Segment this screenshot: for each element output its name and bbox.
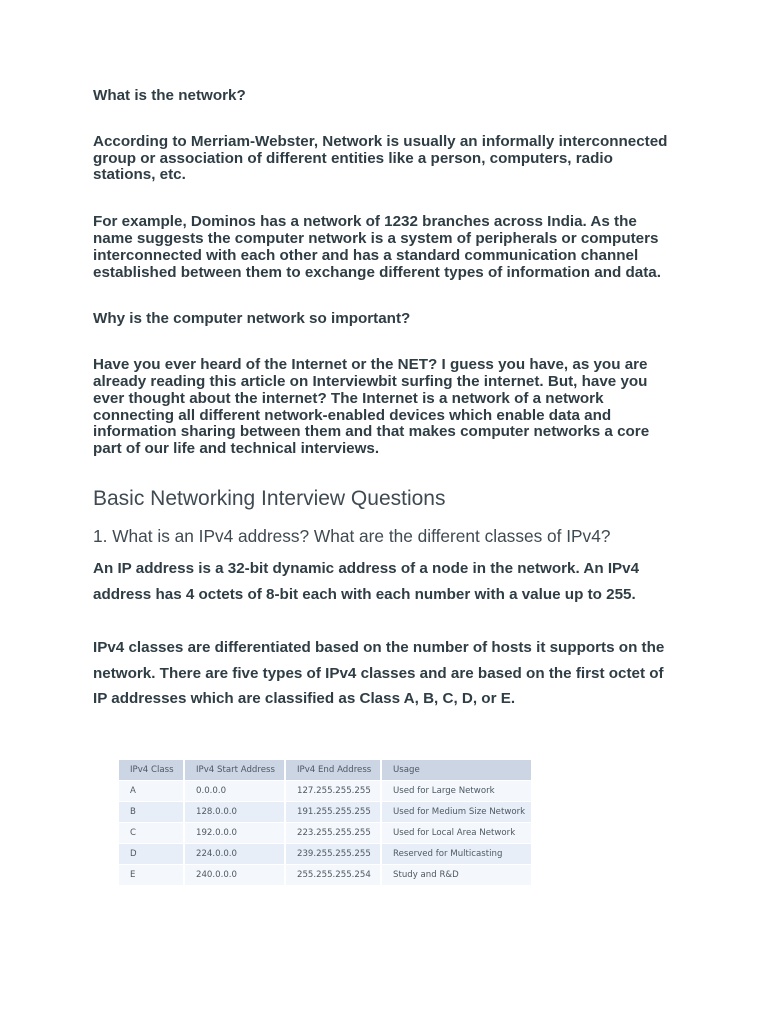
section-heading: Basic Networking Interview Questions	[93, 486, 446, 510]
cell-start-address: 128.0.0.0	[185, 802, 286, 823]
question-why-important: Why is the computer network so important?	[93, 310, 411, 328]
table-row	[119, 802, 531, 823]
cell-class: C	[119, 823, 185, 844]
answer-ipv4-paragraph-2: IPv4 classes are differentiated based on the number of hosts it supports on the network. There are five types of IPv4 classes and are based on the first octet of IP addresses which are classified as Class A, B, C, D, or E.	[93, 639, 665, 708]
cell-start-address: 192.0.0.0	[185, 823, 286, 844]
cell-class: B	[119, 802, 185, 823]
table-row	[119, 865, 531, 886]
header-usage: Usage	[382, 760, 531, 781]
cell-usage: Used for Large Network	[382, 781, 531, 802]
cell-usage: Study and R&D	[382, 865, 531, 886]
cell-end-address: 239.255.255.255	[286, 844, 382, 865]
cell-end-address: 127.255.255.255	[286, 781, 382, 802]
cell-usage: Used for Local Area Network	[382, 823, 531, 844]
cell-start-address: 240.0.0.0	[185, 865, 286, 886]
paragraph-internet: Have you ever heard of the Internet or the NET? I guess you have, as you are already reading this article on Interviewbit surfing the internet. But, have you ever thought about the internet? The Internet is a network of a network connecting all different network-enabled devices which enable data and information sharing between them and that makes computer networks a core part of our life and technical interviews.	[93, 356, 650, 458]
cell-class: A	[119, 781, 185, 802]
table-header-row	[119, 760, 531, 781]
cell-end-address: 255.255.255.254	[286, 865, 382, 886]
cell-end-address: 191.255.255.255	[286, 802, 382, 823]
paragraph-merriam-webster: According to Merriam-Webster, Network is usually an informally interconnected group or association of different entities like a person, computers, radio stations, etc.	[93, 132, 668, 184]
table-row	[119, 781, 531, 802]
ipv4-classes-table	[119, 760, 531, 886]
answer-ipv4-paragraph-1: An IP address is a 32-bit dynamic address of a node in the network. An IPv4 address has 4 octets of 8-bit each with each number with a value up to 255.	[93, 559, 640, 603]
document-body	[93, 88, 678, 712]
table-row	[119, 844, 531, 865]
cell-start-address: 224.0.0.0	[185, 844, 286, 865]
cell-class: E	[119, 865, 185, 886]
ipv4-classes-table-wrapper	[119, 760, 531, 886]
cell-start-address: 0.0.0.0	[185, 781, 286, 802]
header-ipv4-class: IPv4 Class	[119, 760, 185, 781]
cell-class: D	[119, 844, 185, 865]
question-what-is-network: What is the network?	[93, 87, 246, 104]
cell-usage: Used for Medium Size Network	[382, 802, 531, 823]
table-row	[119, 823, 531, 844]
cell-usage: Reserved for Multicasting	[382, 844, 531, 865]
header-start-address: IPv4 Start Address	[185, 760, 286, 781]
paragraph-dominos-example: For example, Dominos has a network of 1232 branches across India. As the name suggests the computer network is a system of peripherals or computers interconnected with each other and has a standard communication channel established between them to exchange different types of information and data.	[93, 213, 661, 281]
cell-end-address: 223.255.255.255	[286, 823, 382, 844]
header-end-address: IPv4 End Address	[286, 760, 382, 781]
question-ipv4-heading: 1. What is an IPv4 address? What are the different classes of IPv4?	[93, 525, 611, 546]
